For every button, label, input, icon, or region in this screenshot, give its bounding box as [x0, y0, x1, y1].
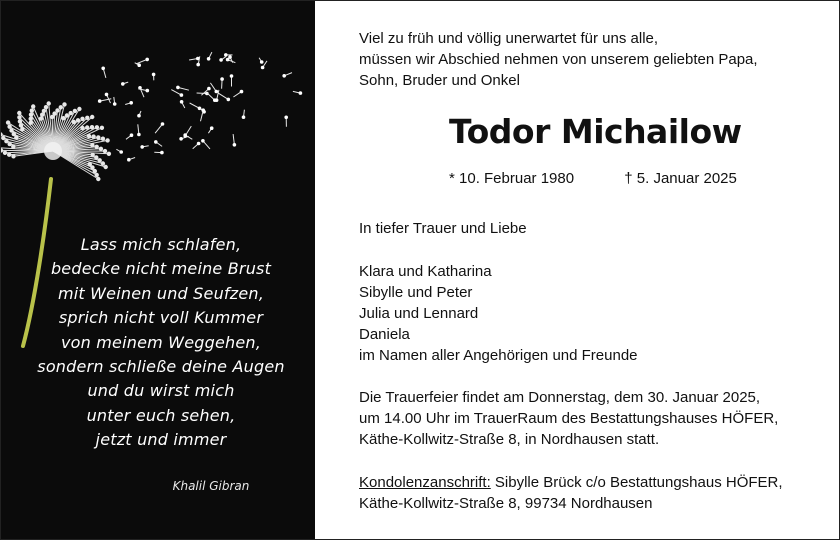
poem-line: und du wirst mich — [87, 381, 235, 401]
poem-text — [21, 233, 301, 453]
birth-date: * 10. Februar 1980 — [449, 170, 575, 187]
poem-line: sprich nicht voll Kummer — [58, 308, 264, 328]
mourners-list — [359, 261, 638, 366]
intro-line: Viel zu früh und völlig unerwartet für uns alle, — [359, 30, 659, 47]
condolence-label: Kondolenzanschrift: — [359, 474, 491, 491]
mourner-line: im Namen aller Angehörigen und Freunde — [359, 347, 638, 364]
poem-line: von meinem Weggehen, — [60, 332, 262, 352]
poem-line: mit Weinen und Seufzen, — [57, 283, 265, 303]
mourner-line: Julia und Lennard — [359, 305, 479, 322]
poem-line: unter euch sehen, — [86, 405, 236, 425]
life-dates — [449, 168, 737, 189]
poem-line: Lass mich schlafen, — [80, 235, 242, 254]
funeral-line: Die Trauerfeier findet am Donnerstag, dem 30. Januar 2025, — [359, 389, 761, 406]
deceased-name: Todor Michailow — [449, 112, 742, 151]
intro-text — [359, 28, 758, 91]
mourner-line: Daniela — [359, 326, 410, 343]
intro-line: müssen wir Abschied nehmen von unserem geliebten Papa, — [359, 51, 758, 68]
poem-line: sondern schließe deine Augen — [37, 357, 285, 377]
poem-author: Khalil Gibran — [172, 479, 250, 493]
poem-line: jetzt und immer — [95, 430, 227, 450]
mourner-line: Klara und Katharina — [359, 263, 492, 280]
condolence-line2: Käthe-Kollwitz-Straße 8, 99734 Nordhausen — [359, 495, 653, 512]
poem-line: bedecke nicht meine Brust — [50, 259, 272, 279]
funeral-line: Käthe-Kollwitz-Straße 8, in Nordhausen statt. — [359, 431, 660, 448]
mourner-line: Sibylle und Peter — [359, 284, 473, 301]
mourning-line: In tiefer Trauer und Liebe — [359, 220, 527, 237]
condolence-address — [359, 472, 783, 514]
condolence-line1: Sibylle Brück c/o Bestattungshaus HÖFER, — [490, 474, 783, 491]
death-date: † 5. Januar 2025 — [624, 170, 737, 187]
funeral-info — [359, 387, 778, 450]
intro-line: Sohn, Bruder und Onkel — [359, 72, 520, 89]
poem-panel — [1, 1, 315, 539]
funeral-line: um 14.00 Uhr im TrauerRaum des Bestattungshauses HÖFER, — [359, 410, 779, 427]
